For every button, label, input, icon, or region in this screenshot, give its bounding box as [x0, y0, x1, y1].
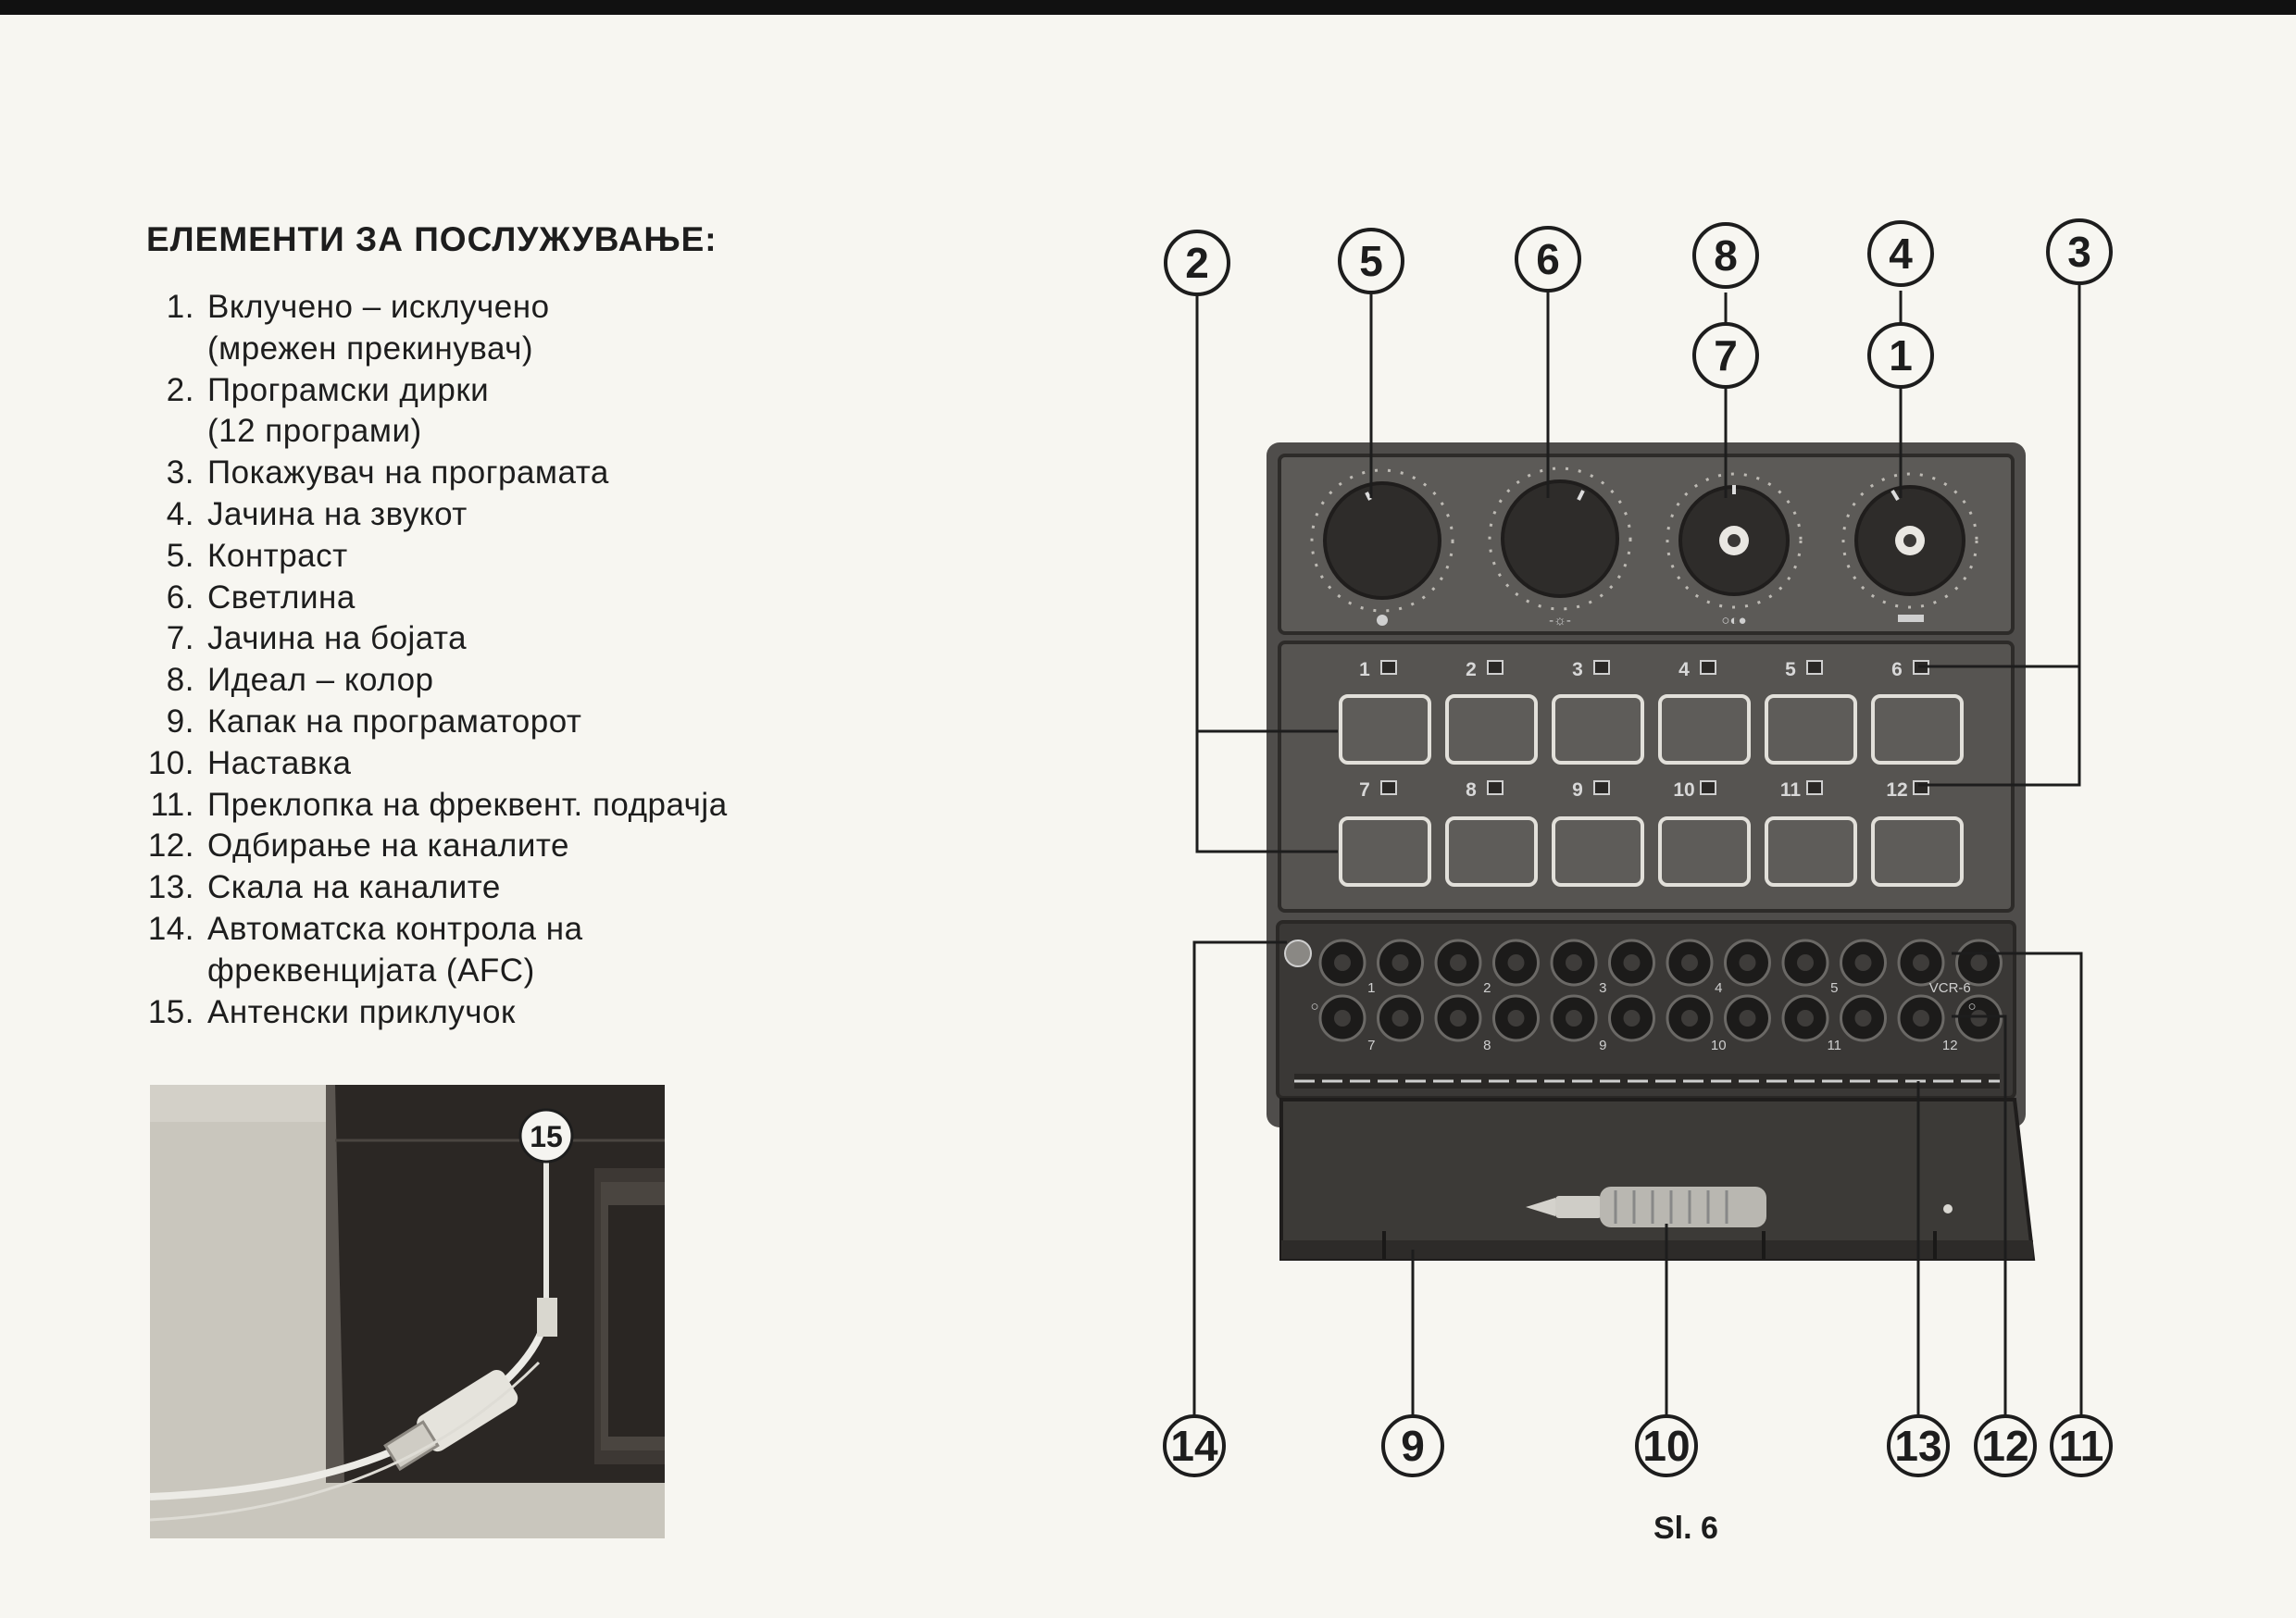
svg-text:-☼-: -☼- [1549, 613, 1571, 629]
program-number-label: 7 [1359, 779, 1370, 801]
program-button[interactable] [1447, 696, 1536, 763]
item-text: Програмски дирки [207, 371, 490, 408]
program-indicator-lamp [1594, 661, 1609, 674]
knob-center [1681, 954, 1698, 971]
callout-label-9: 9 [1401, 1422, 1425, 1470]
item-number: 8. [166, 662, 194, 699]
item-text-2: фреквенцијата (AFC) [207, 952, 535, 989]
program-indicator-lamp [1594, 781, 1609, 794]
item-text-2: (мрежен прекинувач) [207, 330, 534, 367]
item-number: 3. [166, 454, 194, 492]
tuner-channel-label: 10 [1710, 1038, 1727, 1053]
callout-label-3: 3 [2067, 228, 2091, 276]
program-number-label: 10 [1673, 779, 1695, 801]
photo-callout-15: 15 [530, 1120, 563, 1153]
program-number-label: 2 [1466, 659, 1477, 680]
item-number: 14. [147, 910, 194, 947]
knob-center [1450, 954, 1466, 971]
svg-text:○: ○ [1967, 999, 1977, 1014]
knob-center [1508, 954, 1525, 971]
knob-center [1971, 954, 1988, 971]
program-number-label: 4 [1678, 659, 1690, 680]
program-button[interactable] [1660, 696, 1749, 763]
item-number: 9. [166, 703, 194, 740]
knob-center [1450, 1010, 1466, 1027]
program-indicator-lamp [1807, 781, 1822, 794]
program-button[interactable] [1873, 696, 1962, 763]
item-number: 10. [147, 744, 194, 781]
item-text: Идеал – колор [207, 662, 434, 699]
tuner-channel-label: 4 [1715, 980, 1723, 996]
program-button[interactable] [1766, 696, 1855, 763]
knob-center [1913, 954, 1929, 971]
program-indicator-lamp [1488, 661, 1503, 674]
item-number: 7. [166, 620, 194, 657]
program-indicator-lamp [1914, 781, 1928, 794]
item-number: 4. [166, 495, 194, 532]
knob-center [1740, 1010, 1756, 1027]
item-text: Антенски приклучок [207, 993, 516, 1030]
svg-text:○: ○ [1310, 999, 1319, 1014]
item-text: Капак на програматорот [207, 703, 582, 740]
program-number-label: 5 [1785, 659, 1796, 680]
program-number-label: 12 [1886, 779, 1908, 801]
program-button[interactable] [1341, 818, 1429, 885]
knob-center [1624, 1010, 1641, 1027]
knob-center [1566, 954, 1582, 971]
program-button[interactable] [1447, 818, 1536, 885]
callout-label-1: 1 [1889, 331, 1913, 380]
item-number: 6. [166, 579, 194, 616]
tuner-channel-label: 12 [1941, 1038, 1958, 1053]
program-button[interactable] [1554, 696, 1642, 763]
program-indicator-lamp [1701, 781, 1716, 794]
program-button[interactable] [1660, 818, 1749, 885]
item-text: Автоматска контрола на [207, 910, 583, 947]
tuner-channel-label: 7 [1367, 1038, 1376, 1053]
item-text: Наставка [207, 744, 352, 781]
program-indicator-lamp [1381, 661, 1396, 674]
svg-text:○◐●: ○◐● [1721, 613, 1747, 629]
figure-caption: Sl. 6 [1653, 1511, 1718, 1546]
programmer-cover [1281, 1100, 2033, 1259]
item-text: Вклучено – исклучено [207, 289, 550, 325]
tuner-channel-label: 3 [1599, 980, 1607, 996]
program-indicator-lamp [1701, 661, 1716, 674]
program-indicator-lamp [1488, 781, 1503, 794]
program-number-label: 9 [1572, 779, 1583, 801]
item-text: Преклопка на фреквент. подрачја [207, 786, 728, 823]
item-text-2: (12 програми) [207, 413, 422, 450]
item-number: 1. [166, 289, 194, 325]
program-button[interactable] [1873, 818, 1962, 885]
program-number-label: 11 [1779, 779, 1802, 801]
item-number: 13. [147, 869, 194, 906]
program-button[interactable] [1341, 696, 1429, 763]
knob-center [1508, 1010, 1525, 1027]
program-button[interactable] [1766, 818, 1855, 885]
item-text: Скала на каналите [207, 869, 501, 906]
item-text: Светлина [207, 579, 356, 616]
program-number-label: 3 [1572, 659, 1583, 680]
knob-center [1913, 1010, 1929, 1027]
item-number: 15. [147, 993, 194, 1030]
callout-label-11: 11 [2058, 1422, 2104, 1470]
knob-center [1392, 1010, 1409, 1027]
knob-center [1797, 1010, 1814, 1027]
knob-center [1334, 1010, 1351, 1027]
callout-label-8: 8 [1714, 231, 1738, 280]
item-text: Јачина на звукот [207, 495, 468, 532]
callout-label-7: 7 [1714, 331, 1738, 380]
tuner-channel-label: 1 [1367, 980, 1376, 996]
program-number-label: 8 [1466, 779, 1477, 801]
knob-center [1855, 954, 1872, 971]
tuner-channel-label: 9 [1599, 1038, 1607, 1053]
item-number: 11. [150, 786, 194, 823]
item-text: Јачина на бојата [207, 620, 468, 657]
item-number: 5. [166, 537, 194, 574]
knob-center [1566, 1010, 1582, 1027]
program-button[interactable] [1554, 818, 1642, 885]
channel-scale [1294, 1074, 2000, 1089]
knob-center [1624, 954, 1641, 971]
knob-center [1392, 954, 1409, 971]
afc-switch [1285, 940, 1311, 966]
callout-label-13: 13 [1894, 1422, 1942, 1470]
item-number: 2. [166, 371, 194, 408]
program-indicator-lamp [1807, 661, 1822, 674]
knob-center [1855, 1010, 1872, 1027]
callout-label-4: 4 [1889, 230, 1913, 278]
knob-center [1334, 954, 1351, 971]
tuner-channel-label: VCR-6 [1928, 980, 1971, 996]
callout-label-10: 10 [1642, 1422, 1691, 1470]
callout-label-14: 14 [1170, 1422, 1218, 1470]
page-heading: ЕЛЕМЕНТИ ЗА ПОСЛУЖУВАЊЕ: [146, 220, 718, 258]
knob-center [1797, 954, 1814, 971]
tuner-channel-label: 5 [1830, 980, 1839, 996]
callout-label-5: 5 [1359, 237, 1383, 285]
item-text: Одбирање на каналите [207, 828, 569, 865]
callout-label-2: 2 [1185, 239, 1209, 287]
program-number-label: 6 [1891, 659, 1903, 680]
knob-center [1681, 1010, 1698, 1027]
callout-label-6: 6 [1536, 235, 1560, 283]
item-text: Контраст [207, 537, 348, 574]
program-number-label: 1 [1359, 659, 1370, 680]
callout-label-12: 12 [1981, 1422, 2029, 1470]
item-text: Покажувач на програмата [207, 454, 609, 492]
tuner-channel-label: 8 [1483, 1038, 1491, 1053]
item-number: 12. [147, 828, 194, 865]
tuner-channel-label: 11 [1827, 1038, 1842, 1053]
knob-center [1740, 954, 1756, 971]
program-indicator-lamp [1381, 781, 1396, 794]
tuner-channel-label: 2 [1483, 980, 1491, 996]
